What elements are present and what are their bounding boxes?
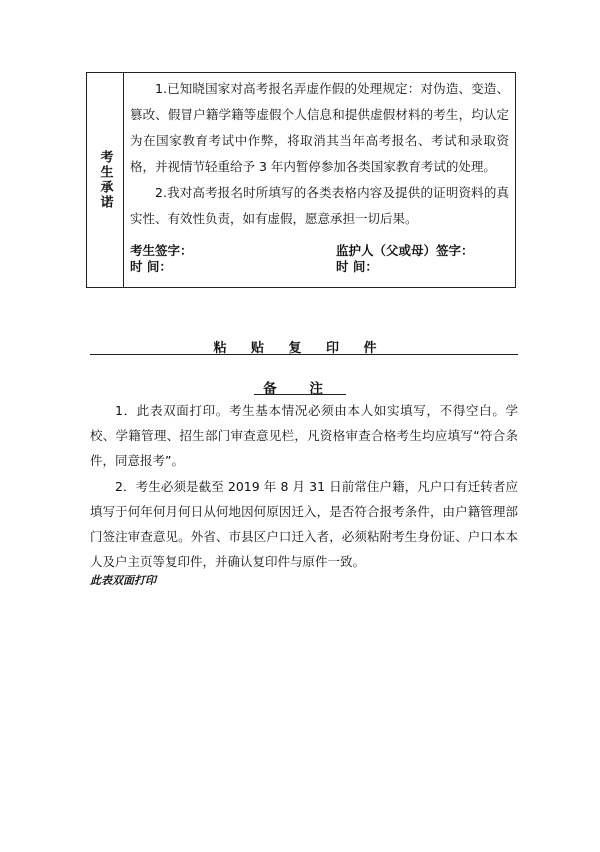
pledge-paragraph-1: 1.已知晓国家对高考报名弄虚作假的处理规定：对伪造、变造、篡改、假冒户籍学籍等虚假个人信息和提供虚假材料的考生，均认定为在国家教育考试中作弊，将取消其当年高考报名、考试和录取资格，并视情节轻重给予 3 年内暂停参加各类国家教育考试的处理。 bbox=[130, 81, 509, 174]
pledge-label-cell bbox=[87, 73, 124, 287]
pledge-paragraph-2: 2.我对高考报名时所填写的各类表格内容及提供的证明资料的真实性、有效性负责，如有虚假，愿意承担一切后果。 bbox=[130, 185, 509, 226]
notes-title: 备 注 bbox=[263, 381, 337, 397]
note-1: 1．此表双面打印。考生基本情况必须由本人如实填写，不得空白。学校、学籍管理、招生部门审查意见栏，凡资格审查合格考生均应填写“符合条件，同意报考”。 bbox=[90, 403, 518, 468]
student-signature-label: 考生签字： bbox=[130, 243, 193, 258]
paste-copies-title: 粘 贴 复 印 件 bbox=[213, 341, 387, 356]
pledge-table bbox=[86, 72, 516, 288]
paste-divider bbox=[90, 354, 518, 355]
pledge-content bbox=[124, 73, 515, 287]
print-note: 此表双面打印 bbox=[90, 574, 156, 587]
guardian-time-label: 时 间： bbox=[336, 259, 378, 274]
pledge-label: 考生承诺 bbox=[97, 150, 113, 210]
guardian-signature-label: 监护人（父或母）签字： bbox=[336, 243, 474, 258]
notes-title-underline bbox=[254, 394, 346, 395]
student-time-label: 时 间： bbox=[130, 259, 172, 274]
note-2: 2．考生必须是截至 2019 年 8 月 31 日前常住户籍，凡户口有迁转者应填写于何年何月何日从何地因何原因迁入，是否符合报考条件，由户籍管理部门签注审查意见。外省、市县区户口迁入者，必须粘附考生身份证、户口本本人及户主页等复印件，并确认复印件与原件一致。 bbox=[90, 479, 518, 569]
